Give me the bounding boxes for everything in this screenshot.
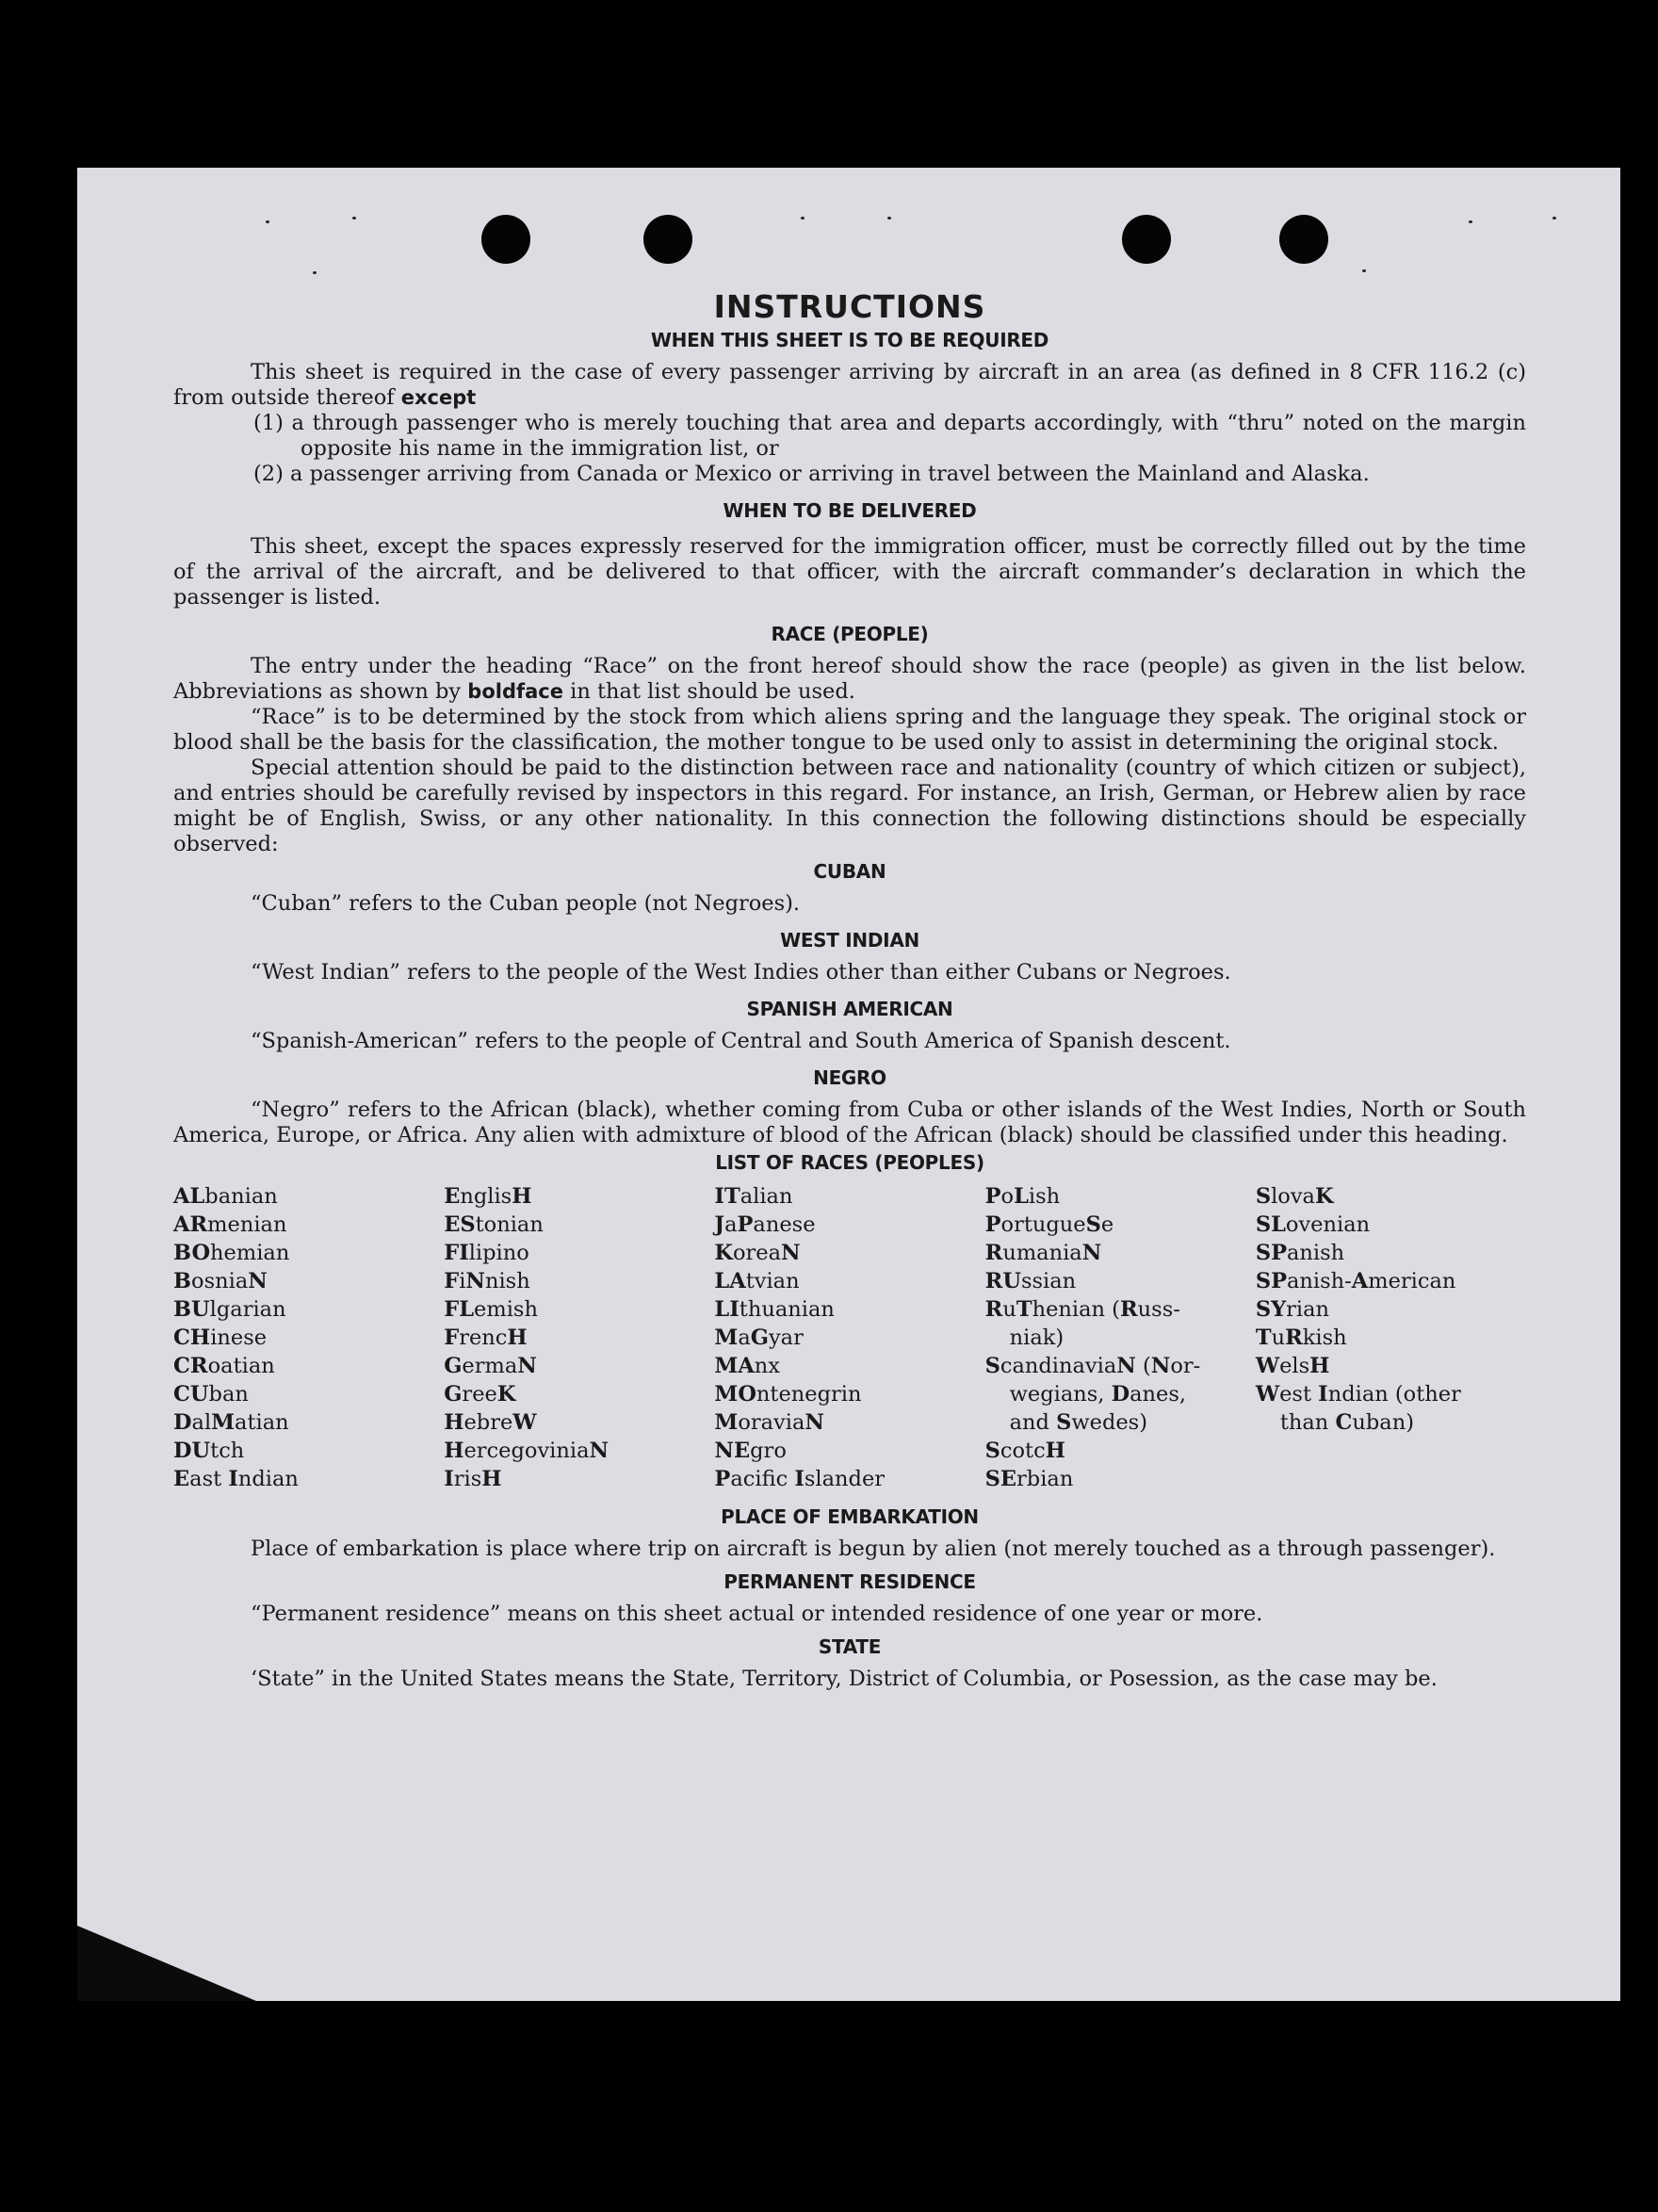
folded-corner	[77, 1926, 256, 2001]
race-entry: ScandinaviaN (Nor-	[984, 1354, 1201, 1378]
race-entry: DalMatian	[173, 1410, 289, 1435]
race-entry: FrencH	[444, 1326, 528, 1350]
races-column	[1256, 1182, 1526, 1493]
dust-speck	[1469, 220, 1472, 223]
race-entry: IrisH	[444, 1467, 502, 1491]
race-text-c: in that list should be used.	[563, 679, 855, 704]
race-entry: GreeK	[444, 1382, 516, 1407]
dust-speck	[801, 217, 805, 220]
section-heading-required: WHEN THIS SHEET IS TO BE REQUIRED	[650, 329, 1049, 351]
section-heading-cuban: CUBAN	[813, 860, 886, 883]
races-list	[173, 1182, 1526, 1493]
race-entry: RuThenian (Russ-	[984, 1297, 1180, 1322]
race-entry: BosniaN	[173, 1269, 268, 1293]
spanish-american-paragraph: “Spanish-American” refers to the people of Central and South America of Spanish descent.	[251, 1029, 1231, 1053]
race-entry: wegians, Danes,	[1009, 1382, 1187, 1407]
race-entry: ITalian	[714, 1184, 793, 1209]
dust-speck	[266, 220, 269, 223]
race-entry: LAtvian	[714, 1269, 800, 1293]
required-paragraph	[173, 360, 1526, 411]
race-entry: BOhemian	[173, 1241, 290, 1265]
race-entry: West Indian (other	[1255, 1382, 1461, 1407]
race-entry: SLovenian	[1255, 1212, 1371, 1237]
race-entry: RumaniaN	[984, 1241, 1102, 1265]
race-entry: ALbanian	[173, 1184, 278, 1209]
race-entry: niak)	[1009, 1326, 1065, 1350]
section-heading-race: RACE (PEOPLE)	[771, 623, 929, 645]
section-heading-embarkation: PLACE OF EMBARKATION	[721, 1505, 979, 1528]
race-entry: East Indian	[173, 1467, 299, 1491]
dust-speck	[1362, 269, 1366, 272]
race-text-a: The entry under the heading “Race” on the front hereof should show the race (people) as given in the list below. Abbreviations as shown by	[173, 654, 1526, 704]
race-entry: DUtch	[173, 1439, 245, 1463]
race-entry: MOntenegrin	[714, 1382, 862, 1407]
instructions-content	[173, 288, 1526, 1692]
races-column	[444, 1182, 714, 1493]
race-entry: MAnx	[714, 1354, 780, 1378]
race-entry: HercegoviniaN	[444, 1439, 610, 1463]
section-heading-negro: NEGRO	[813, 1066, 886, 1089]
race-entry: EnglisH	[444, 1184, 532, 1209]
section-heading-west-indian: WEST INDIAN	[780, 929, 919, 951]
punch-hole	[643, 215, 692, 264]
race-entry: ARmenian	[173, 1212, 287, 1237]
dust-speck	[352, 217, 356, 220]
race-entry: RUssian	[984, 1269, 1077, 1293]
race-entry: MaGyar	[714, 1326, 804, 1350]
dust-speck	[887, 217, 891, 220]
document-sheet	[77, 168, 1620, 2001]
races-column	[714, 1182, 984, 1493]
dust-speck	[313, 271, 317, 274]
page-title: INSTRUCTIONS	[713, 288, 986, 325]
race-entry: CHinese	[173, 1326, 268, 1350]
race-entry: SYrian	[1255, 1297, 1330, 1322]
section-heading-state: STATE	[818, 1635, 882, 1658]
race-paragraph-3: Special attention should be paid to the distinction between race and nationality (country of which citizen or subject), and entries should be carefully revised by inspectors in this regard. For instance, an Irish, German, or Hebrew alien by race might be of English, Swiss, or any other nationality. In this connection the following distinctions should be especially observed:	[173, 756, 1526, 856]
race-entry: GermaN	[444, 1354, 537, 1378]
boldface-text: boldface	[467, 680, 563, 703]
punch-hole	[1122, 215, 1171, 264]
race-entry: HebreW	[444, 1410, 537, 1435]
race-paragraph-1	[173, 654, 1526, 705]
delivered-paragraph: This sheet, except the spaces expressly reserved for the immigration officer, must be correctly filled out by the time of the arrival of the aircraft, and be delivered to that officer, with the aircraft commander’s declaration in which the passenger is listed.	[173, 534, 1526, 610]
required-item-2: (2) a passenger arriving from Canada or Mexico or arriving in travel between the Mainland and Alaska.	[253, 462, 1370, 486]
race-entry: and Swedes)	[1009, 1410, 1147, 1435]
embarkation-paragraph: Place of embarkation is place where trip on aircraft is begun by alien (not merely touched as a through passenger).	[251, 1537, 1496, 1561]
race-entry: SErbian	[984, 1467, 1074, 1491]
races-column	[985, 1182, 1256, 1493]
race-entry: JaPanese	[714, 1212, 816, 1237]
cuban-paragraph: “Cuban” refers to the Cuban people (not Negroes).	[251, 891, 801, 916]
negro-paragraph: “Negro” refers to the African (black), whether coming from Cuba or other islands of the West Indies, North or South America, Europe, or Africa. Any alien with admixture of blood of the African (black) should be classified under this heading.	[173, 1098, 1526, 1147]
race-entry: FIlipino	[444, 1241, 529, 1265]
race-entry: LIthuanian	[714, 1297, 835, 1322]
race-entry: CRoatian	[173, 1354, 275, 1378]
race-paragraph-2: “Race” is to be determined by the stock from which aliens spring and the language they speak. The original stock or blood shall be the basis for the classification, the mother tongue to be used only to assist in determining the original stock.	[173, 705, 1526, 755]
race-entry: FiNnish	[444, 1269, 530, 1293]
section-heading-residence: PERMANENT RESIDENCE	[723, 1570, 976, 1593]
residence-paragraph: “Permanent residence” means on this sheet actual or intended residence of one year or more.	[251, 1602, 1263, 1626]
except-text: except	[400, 386, 477, 409]
race-entry: CUban	[173, 1382, 249, 1407]
section-heading-spanish-american: SPANISH AMERICAN	[746, 998, 953, 1020]
race-entry: TuRkish	[1255, 1326, 1347, 1350]
race-entry: WelsH	[1255, 1354, 1330, 1378]
race-entry: EStonian	[444, 1212, 544, 1237]
race-entry: ScotcH	[984, 1439, 1065, 1463]
race-entry: SPanish	[1255, 1241, 1345, 1265]
race-entry: KoreaN	[714, 1241, 801, 1265]
punch-hole	[1279, 215, 1328, 264]
section-heading-list-of-races: LIST OF RACES (PEOPLES)	[715, 1151, 984, 1174]
dust-speck	[1552, 217, 1556, 220]
state-paragraph: ‘State” in the United States means the State, Territory, District of Columbia, or Posession, as the case may be.	[251, 1667, 1438, 1691]
race-entry: SPanish-American	[1255, 1269, 1456, 1293]
race-entry: MoraviaN	[714, 1410, 824, 1435]
race-entry: PoLish	[984, 1184, 1061, 1209]
races-column	[173, 1182, 444, 1493]
race-entry: Pacifc Islander	[714, 1467, 886, 1491]
west-indian-paragraph: “West Indian” refers to the people of the West Indies other than either Cubans or Negroes.	[251, 960, 1231, 984]
required-text: This sheet is required in the case of every passenger arriving by aircraft in an area (as defined in 8 CFR 116.2 (c) from outside thereof	[173, 360, 1526, 410]
race-entry: BUlgarian	[173, 1297, 286, 1322]
required-item-1: (1) a through passenger who is merely touching that area and departs accordingly, with “thru” noted on the margin opposite his name in the immigration list, or	[253, 411, 1526, 461]
race-entry: PortugueSe	[984, 1212, 1114, 1237]
race-entry: SlovaK	[1255, 1184, 1334, 1209]
race-entry: FLemish	[444, 1297, 538, 1322]
race-entry: than Cuban)	[1279, 1410, 1414, 1435]
punch-hole	[481, 215, 530, 264]
section-heading-delivered: WHEN TO BE DELIVERED	[723, 499, 977, 522]
race-entry: NEgro	[714, 1439, 787, 1463]
